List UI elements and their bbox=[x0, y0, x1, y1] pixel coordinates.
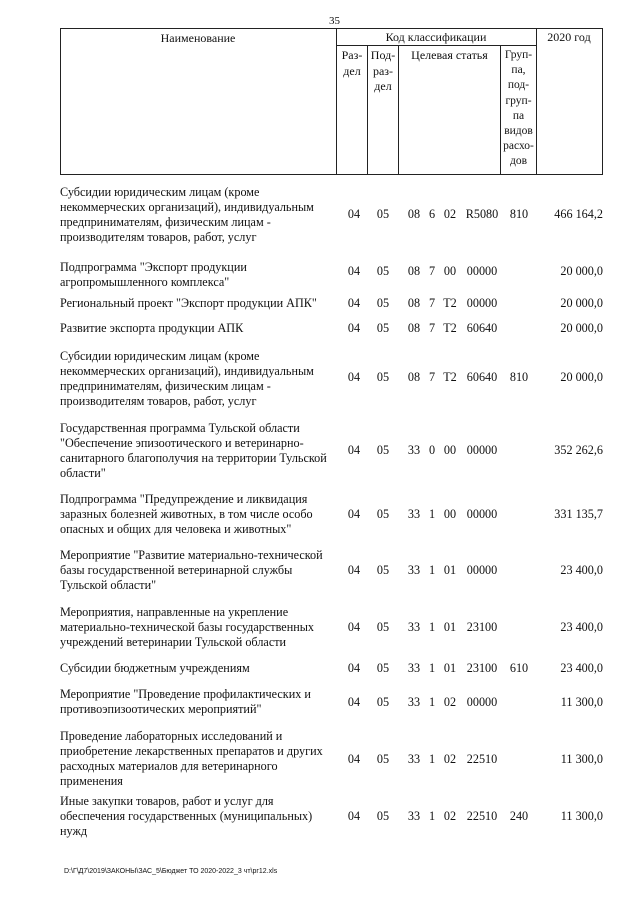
row-subsection: 05 bbox=[376, 752, 390, 766]
row-name: Мероприятие "Проведение профилактических и противоэпизоотических мероприятий" bbox=[60, 687, 311, 716]
header-section: Раз- дел bbox=[341, 48, 363, 78]
table-row bbox=[60, 548, 603, 595]
row-target-direction: 00000 bbox=[466, 695, 498, 709]
row-section: 04 bbox=[347, 207, 361, 221]
row-amount: 20 000,0 bbox=[560, 264, 603, 278]
row-expense-type: 810 bbox=[509, 370, 529, 384]
row-name: Субсидии юридическим лицам (кроме некоммерческих организаций), индивидуальным предпринимателям, физическим лицам - производителям товаров, работ, услуг bbox=[60, 349, 314, 408]
row-target-event: 00 bbox=[443, 443, 457, 457]
row-target-event: 02 bbox=[443, 752, 457, 766]
row-target-subprogram: 7 bbox=[428, 264, 436, 278]
row-subsection: 05 bbox=[376, 809, 390, 823]
row-section: 04 bbox=[347, 443, 361, 457]
row-target-subprogram: 7 bbox=[428, 296, 436, 310]
row-target-direction: 00000 bbox=[466, 563, 498, 577]
row-expense-type: 610 bbox=[509, 661, 529, 675]
page-number: 35 bbox=[329, 15, 340, 27]
row-target-event: 01 bbox=[443, 661, 457, 675]
row-section: 04 bbox=[347, 296, 361, 310]
row-target-event: 02 bbox=[443, 207, 457, 221]
row-target-program: 33 bbox=[407, 563, 421, 577]
row-amount: 11 300,0 bbox=[560, 695, 603, 709]
row-target-program: 08 bbox=[407, 370, 421, 384]
header-subsection: Под- раз- дел bbox=[370, 48, 396, 93]
row-target-event: 02 bbox=[443, 809, 457, 823]
row-target-program: 33 bbox=[407, 661, 421, 675]
row-target-direction: 00000 bbox=[466, 264, 498, 278]
table-row bbox=[60, 661, 603, 677]
row-target-direction: 00000 bbox=[466, 443, 498, 457]
row-section: 04 bbox=[347, 620, 361, 634]
row-target-subprogram: 1 bbox=[428, 620, 436, 634]
row-target-direction: 00000 bbox=[466, 296, 498, 310]
table-row bbox=[60, 349, 603, 411]
table-row bbox=[60, 296, 603, 312]
row-amount: 23 400,0 bbox=[560, 620, 603, 634]
row-target-program: 33 bbox=[407, 443, 421, 457]
header-divider-vr bbox=[536, 29, 537, 174]
table-row bbox=[60, 492, 603, 539]
row-section: 04 bbox=[347, 321, 361, 335]
row-target-event: 00 bbox=[443, 507, 457, 521]
row-target-program: 33 bbox=[407, 620, 421, 634]
row-target-direction: 22510 bbox=[466, 809, 498, 823]
row-target-subprogram: 1 bbox=[428, 752, 436, 766]
row-name: Региональный проект "Экспорт продукции АПК" bbox=[60, 296, 317, 310]
row-target-subprogram: 1 bbox=[428, 507, 436, 521]
row-target-subprogram: 1 bbox=[428, 695, 436, 709]
row-name: Мероприятия, направленные на укрепление материально-технической базы государственных учреждений ветеринарии Тульской области bbox=[60, 605, 315, 649]
row-target-event: 02 bbox=[443, 695, 457, 709]
table-row bbox=[60, 687, 603, 719]
row-subsection: 05 bbox=[376, 507, 390, 521]
row-section: 04 bbox=[347, 264, 361, 278]
table-header bbox=[60, 28, 603, 175]
row-section: 04 bbox=[347, 370, 361, 384]
row-name: Мероприятие "Развитие материально-технической базы государственной ветеринарной службы Тульской области" bbox=[60, 548, 323, 592]
row-subsection: 05 bbox=[376, 207, 390, 221]
row-target-program: 08 bbox=[407, 321, 421, 335]
row-section: 04 bbox=[347, 507, 361, 521]
table-row bbox=[60, 605, 603, 652]
row-target-event: Т2 bbox=[443, 370, 457, 384]
row-target-direction: 23100 bbox=[466, 661, 498, 675]
table-row bbox=[60, 321, 603, 337]
row-name: Развитие экспорта продукции АПК bbox=[60, 321, 244, 335]
row-target-direction: 23100 bbox=[466, 620, 498, 634]
row-subsection: 05 bbox=[376, 321, 390, 335]
row-target-event: 01 bbox=[443, 620, 457, 634]
header-group: Груп- па, под- груп- па видов расхо- дов bbox=[503, 49, 534, 168]
row-target-program: 08 bbox=[407, 296, 421, 310]
header-border-right bbox=[602, 29, 603, 174]
row-target-subprogram: 7 bbox=[428, 370, 436, 384]
row-amount: 20 000,0 bbox=[560, 321, 603, 335]
row-name: Иные закупки товаров, работ и услуг для обеспечения государственных (муниципальных) нужд bbox=[60, 794, 313, 838]
row-amount: 352 262,6 bbox=[554, 443, 603, 457]
table-row bbox=[60, 794, 603, 841]
header-year: 2020 год bbox=[547, 30, 591, 44]
row-section: 04 bbox=[347, 661, 361, 675]
row-name: Субсидии бюджетным учреждениям bbox=[60, 661, 250, 675]
row-amount: 23 400,0 bbox=[560, 661, 603, 675]
table-row bbox=[60, 260, 603, 292]
row-amount: 331 135,7 bbox=[554, 507, 603, 521]
row-subsection: 05 bbox=[376, 695, 390, 709]
row-target-direction: 60640 bbox=[466, 370, 498, 384]
row-target-program: 33 bbox=[407, 507, 421, 521]
row-target-event: Т2 bbox=[443, 296, 457, 310]
row-subsection: 05 bbox=[376, 620, 390, 634]
row-target-program: 33 bbox=[407, 695, 421, 709]
row-subsection: 05 bbox=[376, 264, 390, 278]
row-target-direction: 00000 bbox=[466, 507, 498, 521]
row-target-subprogram: 6 bbox=[428, 207, 436, 221]
file-path-footer: D:\Г\Д7\2019\ЗАКОНЫ\ЗАС_5\Бюджет ТО 2020-2022_3 чт\рг12.xls bbox=[64, 868, 278, 875]
row-target-event: 00 bbox=[443, 264, 457, 278]
header-divider-prz bbox=[398, 45, 399, 174]
row-target-program: 33 bbox=[407, 752, 421, 766]
table-row bbox=[60, 421, 603, 483]
row-name: Подпрограмма "Экспорт продукции агропромышленного комплекса" bbox=[60, 260, 247, 289]
row-target-program: 33 bbox=[407, 809, 421, 823]
header-border-left bbox=[60, 29, 61, 174]
row-target-subprogram: 0 bbox=[428, 443, 436, 457]
row-name: Субсидии юридическим лицам (кроме некоммерческих организаций), индивидуальным предпринимателям, физическим лицам - производителям товаров, работ, услуг bbox=[60, 185, 314, 244]
row-subsection: 05 bbox=[376, 563, 390, 577]
row-amount: 11 300,0 bbox=[560, 809, 603, 823]
header-name: Наименование bbox=[160, 31, 236, 45]
row-section: 04 bbox=[347, 809, 361, 823]
row-amount: 20 000,0 bbox=[560, 370, 603, 384]
row-section: 04 bbox=[347, 752, 361, 766]
header-code: Код классификации bbox=[385, 30, 487, 44]
row-target-event: 01 bbox=[443, 563, 457, 577]
row-target-event: Т2 bbox=[443, 321, 457, 335]
row-section: 04 bbox=[347, 695, 361, 709]
header-target: Целевая статья bbox=[411, 48, 488, 62]
row-section: 04 bbox=[347, 563, 361, 577]
row-target-program: 08 bbox=[407, 207, 421, 221]
row-target-subprogram: 7 bbox=[428, 321, 436, 335]
table-row bbox=[60, 729, 603, 791]
row-amount: 20 000,0 bbox=[560, 296, 603, 310]
row-name: Государственная программа Тульской области "Обеспечение эпизоотического и ветеринарно-санитарного благополучия на территории Тульской области" bbox=[60, 421, 327, 480]
row-expense-type: 240 bbox=[509, 809, 529, 823]
row-target-subprogram: 1 bbox=[428, 563, 436, 577]
row-amount: 11 300,0 bbox=[560, 752, 603, 766]
row-target-direction: R5080 bbox=[465, 207, 499, 221]
row-subsection: 05 bbox=[376, 443, 390, 457]
row-expense-type: 810 bbox=[509, 207, 529, 221]
row-target-subprogram: 1 bbox=[428, 809, 436, 823]
row-target-subprogram: 1 bbox=[428, 661, 436, 675]
table-row bbox=[60, 185, 603, 247]
row-subsection: 05 bbox=[376, 296, 390, 310]
row-target-direction: 22510 bbox=[466, 752, 498, 766]
row-name: Подпрограмма "Предупреждение и ликвидация заразных болезней животных, в том числе особо опасных и общих для человека и животных" bbox=[60, 492, 313, 536]
row-amount: 23 400,0 bbox=[560, 563, 603, 577]
row-target-direction: 60640 bbox=[466, 321, 498, 335]
row-name: Проведение лабораторных исследований и приобретение лекарственных препаратов и других расходных материалов для ветеринарного применения bbox=[60, 729, 323, 788]
row-subsection: 05 bbox=[376, 370, 390, 384]
row-target-program: 08 bbox=[407, 264, 421, 278]
row-subsection: 05 bbox=[376, 661, 390, 675]
row-amount: 466 164,2 bbox=[554, 207, 603, 221]
